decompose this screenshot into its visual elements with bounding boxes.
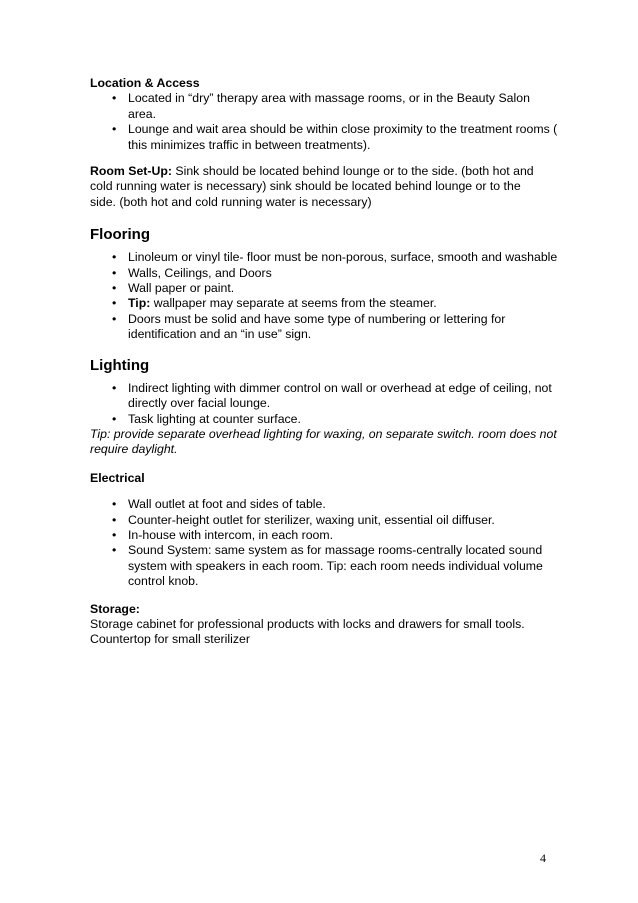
bullet-icon: •: [112, 497, 117, 512]
room-setup-paragraph: Room Set-Up: Sink should be located behind lounge or to the side. (both hot and cold running water is necessary) sink should be located behind lounge or to the side. (both hot and cold running water is necessary): [90, 164, 534, 209]
bullet-icon: •: [112, 250, 117, 265]
electrical-list: [90, 497, 560, 589]
bullet-icon: •: [112, 281, 117, 296]
bullet-icon: •: [112, 91, 117, 106]
bullet-icon: •: [112, 527, 117, 542]
bullet-icon: •: [112, 311, 117, 326]
storage-line: Countertop for small sterilizer: [90, 632, 250, 647]
lighting-tip: Tip: provide separate overhead lighting for waxing, on separate switch. room does not require daylight.: [90, 426, 557, 457]
list-item: • Tip: wallpaper may separate at seems from the steamer.: [112, 296, 437, 311]
bullet-icon: •: [112, 296, 117, 311]
document-page: [90, 76, 560, 648]
list-item: • Doors must be solid and have some type of numbering or lettering for identification and an “in use” sign.: [112, 311, 506, 342]
bullet-icon: •: [112, 411, 117, 426]
list-item: • Sound System: same system as for massage rooms-centrally located sound system with speakers in each room. Tip: each room needs individual volume control knob.: [112, 543, 543, 589]
bullet-icon: •: [112, 122, 117, 137]
location-list: [90, 91, 560, 153]
section-title-flooring: Flooring: [90, 226, 150, 244]
bullet-icon: •: [112, 380, 117, 395]
section-title-electrical: Electrical: [90, 470, 145, 485]
list-item: • In-house with intercom, in each room.: [112, 527, 334, 542]
list-item: • Linoleum or vinyl tile- floor must be non-porous, surface, smooth and washable: [112, 250, 558, 265]
bullet-icon: •: [112, 265, 117, 280]
storage-line: Storage cabinet for professional products with locks and drawers for small tools.: [90, 616, 525, 631]
list-item: • Indirect lighting with dimmer control on wall or overhead at edge of ceiling, not directly over facial lounge.: [112, 380, 552, 411]
room-setup-label: Room Set-Up:: [90, 164, 172, 179]
section-title-location: Location & Access: [90, 76, 200, 90]
bullet-icon: •: [112, 512, 117, 527]
list-item: • Lounge and wait area should be within close proximity to the treatment rooms ( this minimizes traffic in between treatments).: [112, 122, 558, 152]
list-item: • Wall outlet at foot and sides of table.: [112, 497, 326, 512]
section-title-lighting: Lighting: [90, 356, 150, 374]
bullet-icon: •: [112, 543, 117, 558]
list-item: • Counter-height outlet for sterilizer, waxing unit, essential oil diffuser.: [112, 512, 495, 527]
flooring-list: [90, 250, 560, 342]
list-item: • Located in “dry” therapy area with massage rooms, or in the Beauty Salon area.: [112, 91, 530, 121]
lighting-list: [90, 381, 560, 427]
list-item: • Wall paper or paint.: [112, 281, 235, 296]
list-item: • Task lighting at counter surface.: [112, 411, 301, 426]
page-number: 4: [540, 851, 546, 865]
section-title-storage: Storage:: [90, 601, 140, 616]
list-item: • Walls, Ceilings, and Doors: [112, 265, 272, 280]
